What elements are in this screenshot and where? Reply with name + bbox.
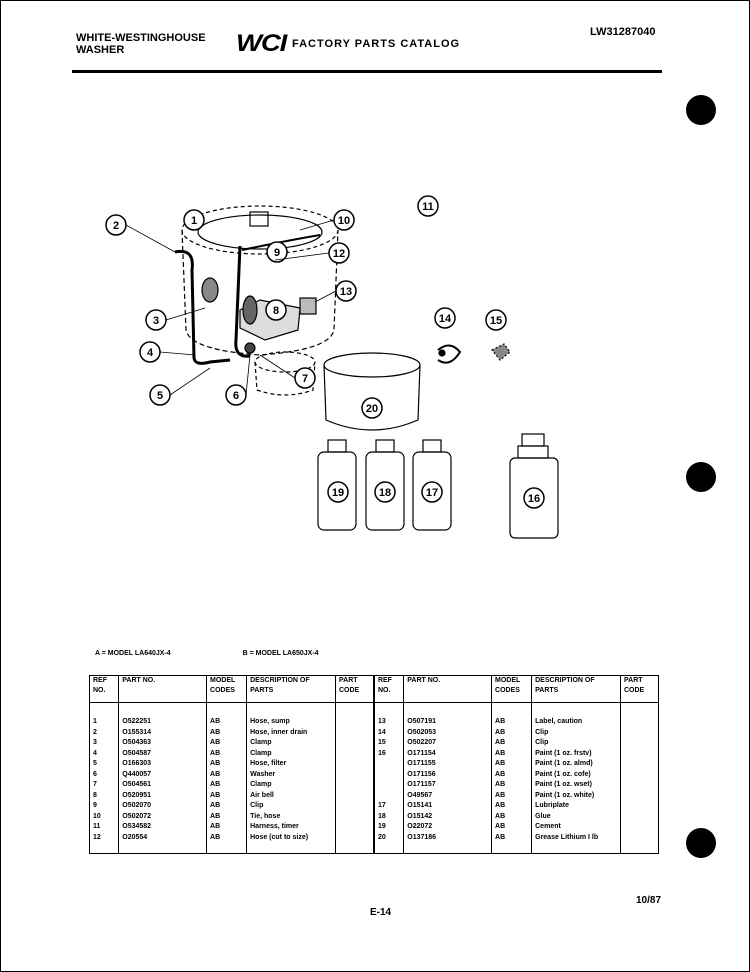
callout-19: 19 — [331, 487, 345, 499]
cell-part-code — [335, 738, 373, 749]
cell-part-code — [335, 812, 373, 823]
cell-ref: 12 — [90, 833, 119, 854]
callout-8: 8 — [272, 305, 280, 317]
cell-part-code — [335, 822, 373, 833]
cell-ref: 13 — [374, 703, 404, 728]
callout-12: 12 — [332, 248, 346, 260]
cell-ref: 11 — [90, 822, 119, 833]
cell-part-code — [335, 728, 373, 739]
table-row — [90, 833, 659, 854]
cell-part-code — [620, 812, 658, 823]
cell-part-code — [620, 822, 658, 833]
air-bell-drawing — [202, 278, 257, 353]
table-row — [90, 770, 659, 781]
model-legend — [95, 650, 389, 657]
cell-part: O171157 — [404, 780, 492, 791]
cell-part: O155314 — [119, 728, 207, 739]
table-row — [90, 801, 659, 812]
cell-desc: Hose, sump — [247, 703, 336, 728]
col-ref-no: REF NO. — [374, 676, 404, 703]
cell-ref: 19 — [374, 822, 404, 833]
clip-drawing — [438, 344, 510, 363]
cell-part: O22072 — [404, 822, 492, 833]
callout-14: 14 — [438, 313, 452, 325]
cell-codes: AB — [207, 791, 247, 802]
cell-part: O502053 — [404, 728, 492, 739]
cell-codes: AB — [492, 791, 532, 802]
cell-desc: Clip — [247, 801, 336, 812]
parts-table — [89, 675, 659, 854]
callout-18: 18 — [378, 487, 392, 499]
cell-part-code — [335, 791, 373, 802]
binder-hole — [686, 95, 716, 125]
cell-part-code — [620, 780, 658, 791]
binder-hole — [686, 462, 716, 492]
revision-date: 10/87 — [636, 895, 662, 906]
exploded-parts-diagram — [100, 190, 560, 560]
table-row — [90, 780, 659, 791]
cell-ref: 5 — [90, 759, 119, 770]
cell-codes: AB — [207, 833, 247, 854]
cell-desc: Tie, hose — [247, 812, 336, 823]
callout-15: 15 — [489, 315, 503, 327]
cell-ref: 17 — [374, 801, 404, 812]
cell-part-code — [620, 833, 658, 854]
cell-part: O171156 — [404, 770, 492, 781]
catalog-title: FACTORY PARTS CATALOG — [292, 38, 461, 50]
col-part-no: PART NO. — [404, 676, 492, 703]
cell-desc: Paint (1 oz. white) — [532, 791, 621, 802]
cell-part-code — [620, 791, 658, 802]
col-part-no: PART NO. — [119, 676, 207, 703]
callout-4: 4 — [146, 347, 154, 359]
cell-part-code — [335, 833, 373, 854]
cell-codes: AB — [492, 812, 532, 823]
callout-1: 1 — [190, 215, 198, 227]
cell-codes: AB — [492, 703, 532, 728]
cell-part: O522251 — [119, 703, 207, 728]
cell-desc: Grease Lithium I lb — [532, 833, 621, 854]
cell-part: O502072 — [119, 812, 207, 823]
callout-5: 5 — [156, 390, 164, 402]
cell-desc: Hose (cut to size) — [247, 833, 336, 854]
col-ref-no: REF NO. — [90, 676, 119, 703]
cell-desc: Clamp — [247, 780, 336, 791]
cell-ref: 20 — [374, 833, 404, 854]
cell-ref: 15 — [374, 738, 404, 749]
cell-desc: Cement — [532, 822, 621, 833]
callout-2: 2 — [112, 220, 120, 232]
cell-ref: 4 — [90, 749, 119, 760]
table-row — [90, 822, 659, 833]
cell-part: Q440057 — [119, 770, 207, 781]
cell-part: O15141 — [404, 801, 492, 812]
cell-part-code — [335, 703, 373, 728]
cell-desc: Paint (1 oz. wset) — [532, 780, 621, 791]
catalog-number: LW31287040 — [590, 26, 656, 38]
table-row — [90, 791, 659, 802]
cell-desc: Label, caution — [532, 703, 621, 728]
cell-ref: 3 — [90, 738, 119, 749]
cell-codes: AB — [207, 780, 247, 791]
table-row — [90, 703, 659, 728]
cell-part-code — [335, 801, 373, 812]
callout-3: 3 — [152, 315, 160, 327]
cell-codes: AB — [207, 822, 247, 833]
cell-codes: AB — [492, 770, 532, 781]
cell-codes: AB — [492, 822, 532, 833]
cell-codes: AB — [207, 801, 247, 812]
cell-part: O520951 — [119, 791, 207, 802]
cell-ref — [374, 759, 404, 770]
cell-ref: 2 — [90, 728, 119, 739]
cell-part-code — [620, 703, 658, 728]
callout-17: 17 — [425, 487, 439, 499]
model-b-label: B = MODEL LA650JX-4 — [242, 650, 319, 657]
cell-ref — [374, 780, 404, 791]
cell-desc: Paint (1 oz. frstv) — [532, 749, 621, 760]
brand-line1: WHITE-WESTINGHOUSE — [76, 32, 206, 44]
cell-part: O20554 — [119, 833, 207, 854]
cell-desc: Clamp — [247, 738, 336, 749]
cell-part-code — [620, 728, 658, 739]
cell-part-code — [620, 759, 658, 770]
col-part-code: PART CODE — [620, 676, 658, 703]
cell-part-code — [620, 749, 658, 760]
cell-codes: AB — [492, 759, 532, 770]
cell-desc: Clamp — [247, 749, 336, 760]
cell-ref: 9 — [90, 801, 119, 812]
callout-9: 9 — [273, 247, 281, 259]
brand-line2: WASHER — [76, 44, 125, 56]
header-rule — [72, 70, 662, 73]
cell-codes: AB — [207, 812, 247, 823]
cell-codes: AB — [492, 728, 532, 739]
cell-part-code — [620, 801, 658, 812]
cell-codes: AB — [492, 780, 532, 791]
wci-logo: WCI — [236, 30, 287, 57]
cell-part: O171155 — [404, 759, 492, 770]
cell-part: O171154 — [404, 749, 492, 760]
cell-codes: AB — [492, 801, 532, 812]
cell-desc: Lubriplate — [532, 801, 621, 812]
cell-ref: 16 — [374, 749, 404, 760]
table-row — [90, 749, 659, 760]
callout-10: 10 — [337, 215, 351, 227]
cell-desc: Clip — [532, 738, 621, 749]
cell-part: O502207 — [404, 738, 492, 749]
cell-part-code — [335, 770, 373, 781]
binder-hole — [686, 828, 716, 858]
cell-desc: Clip — [532, 728, 621, 739]
cell-part: O504587 — [119, 749, 207, 760]
cell-codes: AB — [207, 738, 247, 749]
cell-part: O504561 — [119, 780, 207, 791]
cell-part-code — [335, 749, 373, 760]
cell-codes: AB — [492, 738, 532, 749]
callout-labels — [113, 201, 540, 505]
callout-markers — [106, 196, 544, 508]
callout-16: 16 — [527, 493, 541, 505]
table-row — [90, 759, 659, 770]
cell-part: O15142 — [404, 812, 492, 823]
cell-codes: AB — [207, 728, 247, 739]
cell-part-code — [620, 738, 658, 749]
cell-codes: AB — [207, 770, 247, 781]
cell-codes: AB — [492, 833, 532, 854]
cell-ref: 6 — [90, 770, 119, 781]
cell-ref: 18 — [374, 812, 404, 823]
cell-ref — [374, 770, 404, 781]
cell-desc: Paint (1 oz. almd) — [532, 759, 621, 770]
col-model-codes: MODEL CODES — [492, 676, 532, 703]
cell-ref: 1 — [90, 703, 119, 728]
cell-part: O507191 — [404, 703, 492, 728]
col-description: DESCRIPTION OF PARTS — [247, 676, 336, 703]
cell-desc: Washer — [247, 770, 336, 781]
callout-7: 7 — [301, 373, 309, 385]
callout-20: 20 — [365, 403, 379, 415]
cell-part: O502070 — [119, 801, 207, 812]
cell-part: O534582 — [119, 822, 207, 833]
cell-part: O166303 — [119, 759, 207, 770]
cell-part: O49567 — [404, 791, 492, 802]
cell-ref — [374, 791, 404, 802]
callout-11: 11 — [422, 201, 434, 213]
col-model-codes: MODEL CODES — [207, 676, 247, 703]
callout-6: 6 — [232, 390, 240, 402]
cell-part: O504363 — [119, 738, 207, 749]
cell-part: O137186 — [404, 833, 492, 854]
table-row — [90, 812, 659, 823]
table-row — [90, 728, 659, 739]
cell-codes: AB — [492, 749, 532, 760]
cell-ref: 7 — [90, 780, 119, 791]
col-part-code: PART CODE — [335, 676, 373, 703]
page-number: E-14 — [370, 907, 392, 918]
cell-desc: Paint (1 oz. cofe) — [532, 770, 621, 781]
cell-desc: Hose, filter — [247, 759, 336, 770]
cell-part-code — [620, 770, 658, 781]
brand-header — [76, 32, 206, 56]
model-a-label: A = MODEL LA640JX-4 — [95, 650, 171, 657]
callout-13: 13 — [339, 286, 353, 298]
cell-ref: 10 — [90, 812, 119, 823]
cell-desc: Air bell — [247, 791, 336, 802]
cell-desc: Hose, inner drain — [247, 728, 336, 739]
cell-desc: Harness, timer — [247, 822, 336, 833]
cell-ref: 14 — [374, 728, 404, 739]
cell-codes: AB — [207, 703, 247, 728]
table-row — [90, 738, 659, 749]
cell-codes: AB — [207, 759, 247, 770]
cell-codes: AB — [207, 749, 247, 760]
col-description: DESCRIPTION OF PARTS — [532, 676, 621, 703]
cell-ref: 8 — [90, 791, 119, 802]
cell-desc: Glue — [532, 812, 621, 823]
cell-part-code — [335, 780, 373, 791]
cell-part-code — [335, 759, 373, 770]
paint-bottle-drawing — [510, 434, 558, 538]
